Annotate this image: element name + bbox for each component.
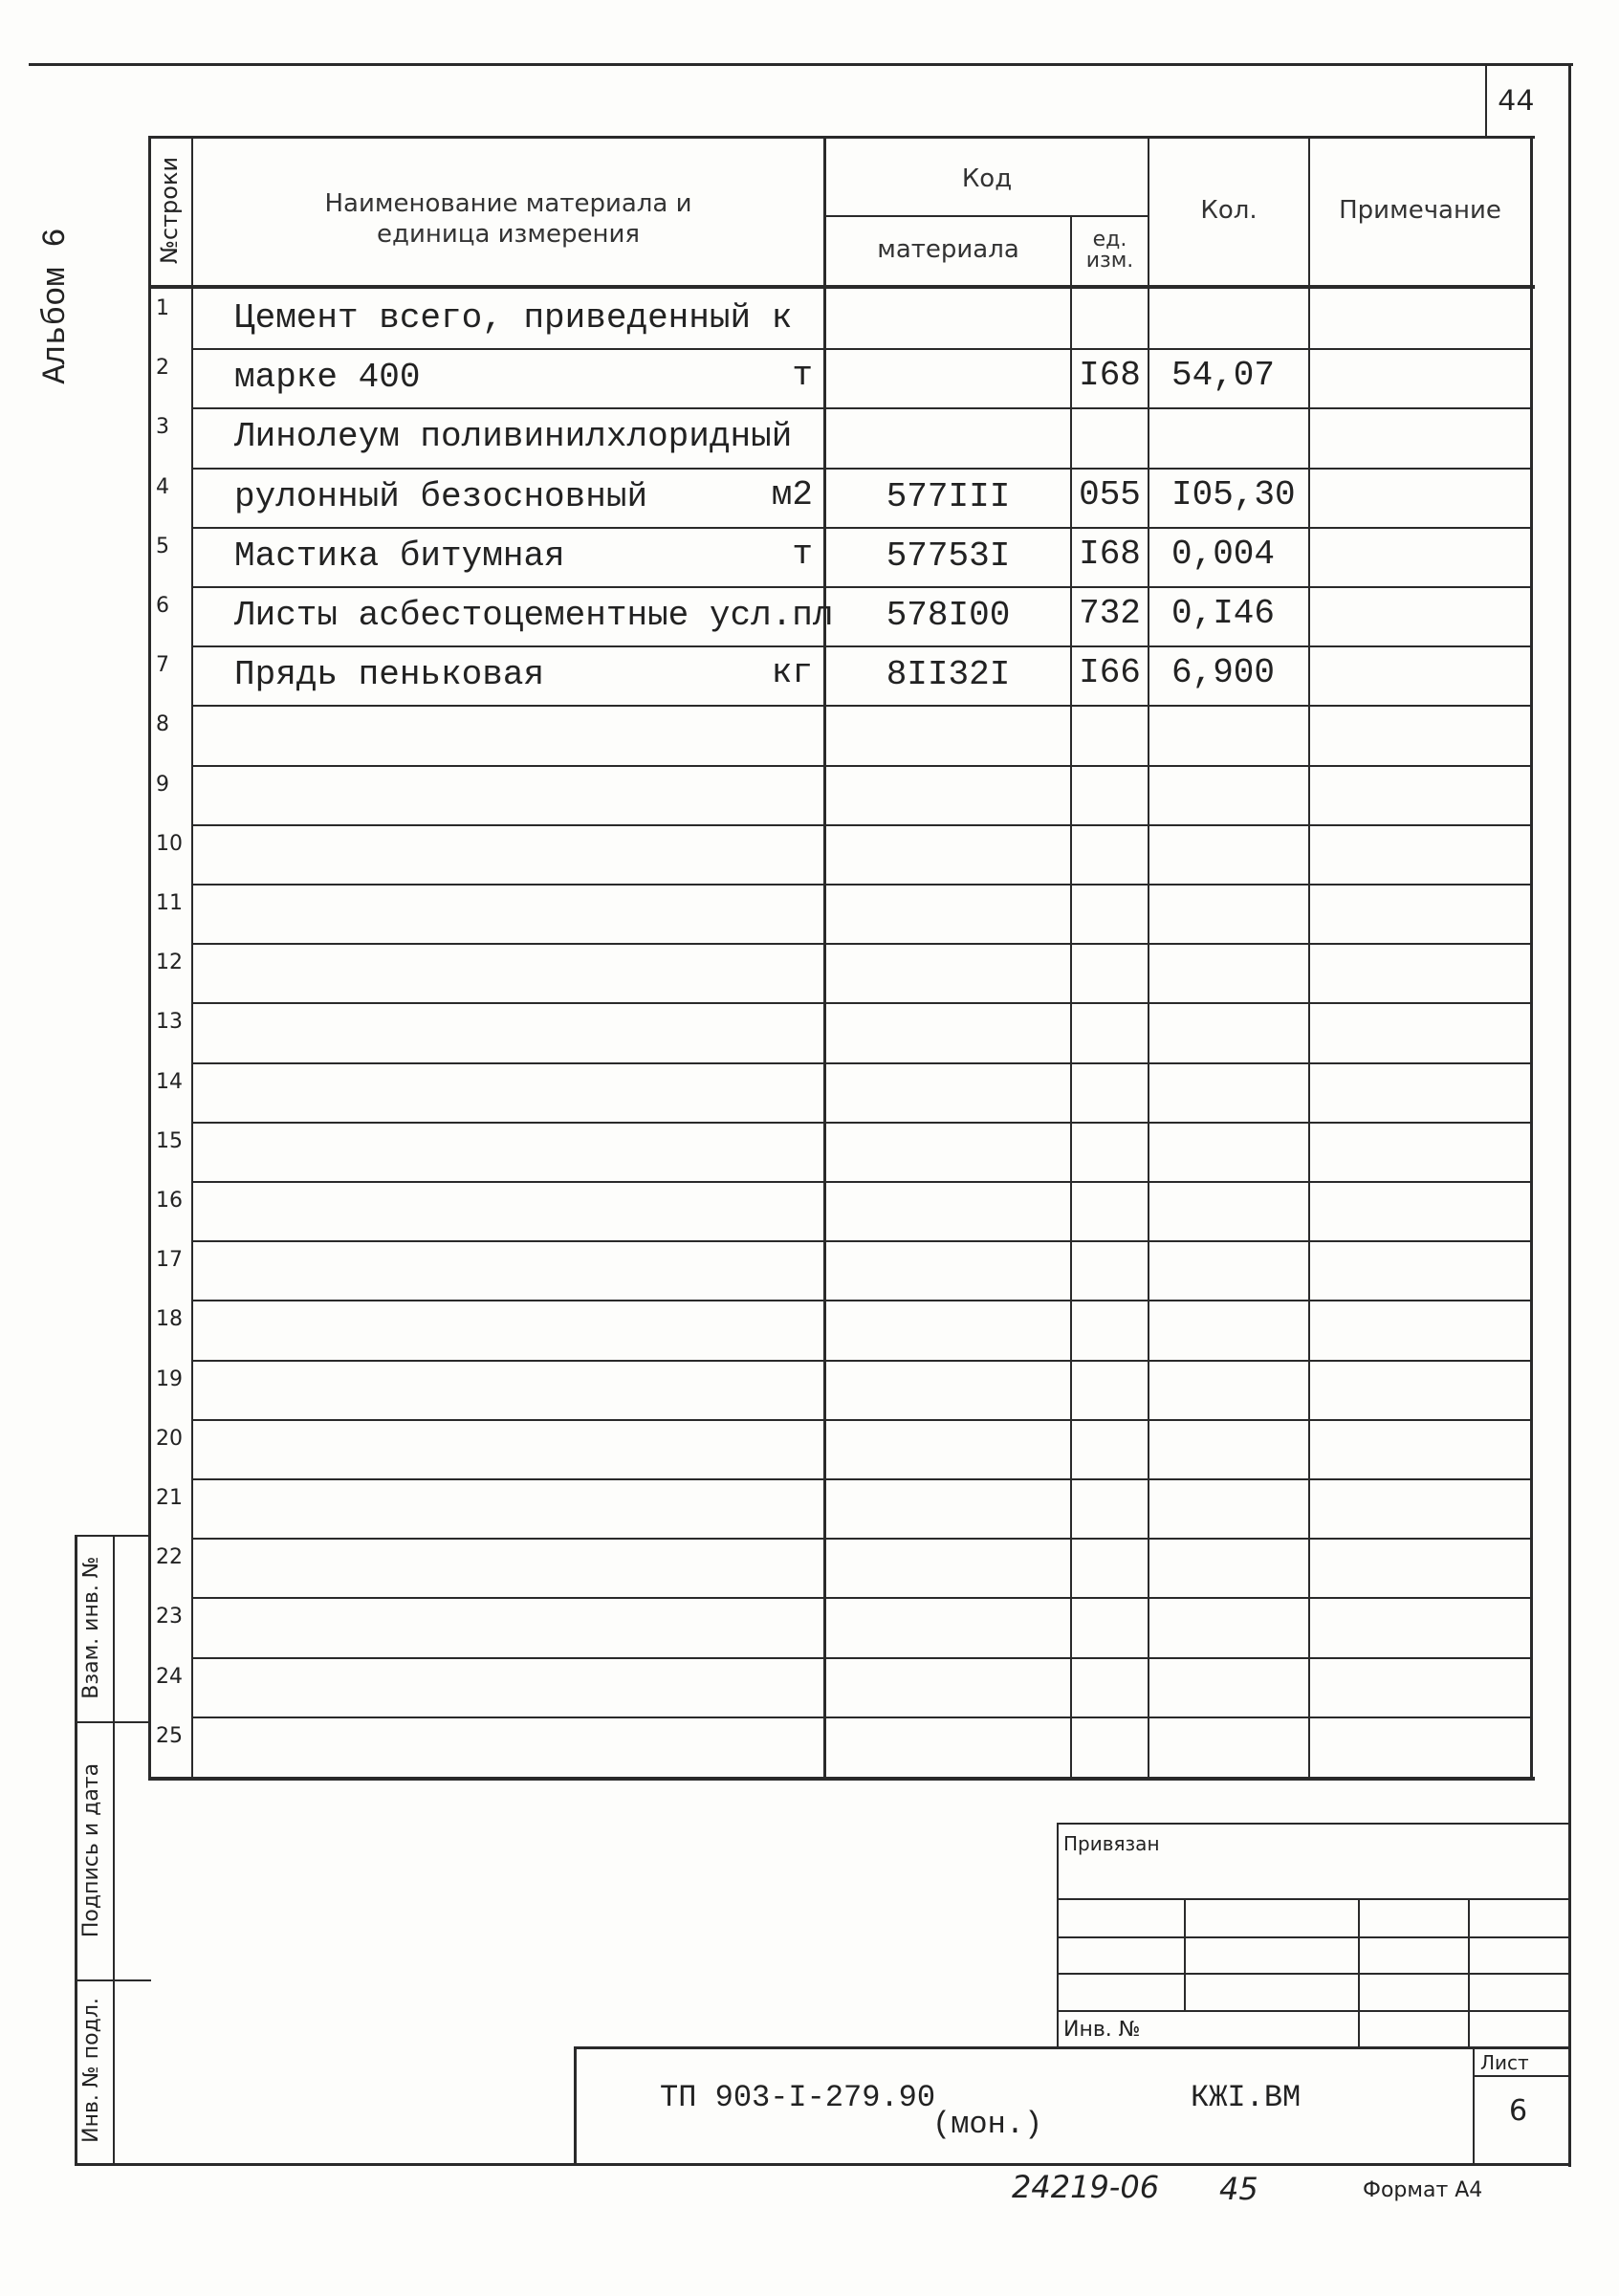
- row-separator: [191, 1360, 1532, 1362]
- row-separator: [191, 884, 1532, 886]
- row-number: 4: [156, 475, 169, 499]
- header-code-material: материала: [877, 235, 1019, 264]
- row-number: 23: [156, 1605, 183, 1629]
- code-subheader-line: [823, 215, 1149, 217]
- stamp-left: [75, 1535, 77, 2166]
- rownum-divider: [191, 136, 193, 1781]
- row-separator: [191, 527, 1532, 529]
- row-separator: [191, 1122, 1532, 1124]
- table-bottom: [148, 1777, 1535, 1781]
- material-name: Прядь пеньковая: [234, 655, 545, 694]
- row-separator: [191, 348, 1532, 350]
- stamp-inv-podl: Инв. № подл.: [79, 1998, 103, 2143]
- row-number: 24: [156, 1665, 183, 1689]
- material-name: Линолеум поливинилхлоридный: [234, 417, 793, 456]
- unit-code: 732: [1079, 594, 1141, 633]
- doc-sub: (мон.): [932, 2107, 1043, 2142]
- row-number: 13: [156, 1010, 183, 1034]
- doc-code: ТП 903-I-279.90: [660, 2080, 936, 2115]
- unit-code: I68: [1079, 356, 1141, 395]
- material-unit: т: [792, 535, 813, 574]
- row-separator: [191, 1657, 1532, 1659]
- stamp-vzam: Взам. инв. №: [79, 1556, 103, 1699]
- row-number: 7: [156, 653, 169, 677]
- privyazan-label: Привязан: [1063, 1832, 1160, 1855]
- material-name: Цемент всего, приведенный к: [234, 298, 793, 338]
- priv-col3: [1468, 1898, 1470, 2048]
- row-number: 5: [156, 535, 169, 558]
- priv-line3: [1057, 1973, 1571, 1975]
- header-code-unit: ед. изм.: [1085, 228, 1134, 273]
- header-name: Наименование материала и единица измерения: [324, 189, 692, 249]
- row-separator: [191, 645, 1532, 647]
- row-number: 19: [156, 1367, 183, 1391]
- row-separator: [191, 407, 1532, 409]
- row-separator: [191, 705, 1532, 707]
- table-right: [1530, 136, 1533, 1781]
- row-separator: [191, 1478, 1532, 1480]
- unit-divider: [1148, 136, 1149, 1781]
- sheet-divider: [1473, 2046, 1475, 2166]
- row-separator: [191, 943, 1532, 945]
- row-number: 15: [156, 1129, 183, 1153]
- table-top: [148, 136, 1535, 139]
- priv-col2: [1358, 1898, 1360, 2048]
- name-divider: [823, 136, 826, 1781]
- row-separator: [191, 1300, 1532, 1301]
- stamp-div1: [75, 1721, 151, 1723]
- material-name: Мастика битумная: [234, 536, 565, 576]
- material-unit: кг: [771, 653, 813, 692]
- header-note: Примечание: [1339, 196, 1501, 225]
- row-number: 18: [156, 1307, 183, 1331]
- row-number: 9: [156, 773, 169, 797]
- row-separator: [191, 1002, 1532, 1004]
- title-block-top: [574, 2046, 1571, 2049]
- header-qty: Кол.: [1200, 196, 1258, 225]
- row-number: 8: [156, 712, 169, 736]
- row-separator: [191, 824, 1532, 826]
- row-separator: [191, 586, 1532, 588]
- top-rule: [29, 63, 1573, 66]
- page-number-box-left: [1485, 63, 1487, 136]
- header-row-number: №строки: [156, 156, 183, 265]
- priv-col1: [1184, 1898, 1186, 2011]
- row-number: 2: [156, 356, 169, 380]
- material-code: 578I00: [886, 596, 1011, 635]
- priv-left: [1057, 1823, 1059, 2048]
- material-unit: т: [792, 356, 813, 395]
- unit-code: 055: [1079, 475, 1141, 514]
- row-number: 14: [156, 1070, 183, 1094]
- row-separator: [191, 1181, 1532, 1183]
- format-label: Формат А4: [1363, 2178, 1483, 2202]
- quantity: 0,I46: [1171, 594, 1276, 633]
- code-divider: [1070, 215, 1072, 1781]
- right-rule: [1568, 63, 1571, 2167]
- material-code: 577III: [886, 477, 1011, 516]
- row-number: 20: [156, 1427, 183, 1451]
- priv-line2: [1057, 1936, 1571, 1938]
- priv-top: [1057, 1823, 1571, 1825]
- material-code: 8II32I: [886, 655, 1011, 694]
- row-number: 16: [156, 1189, 183, 1213]
- album-label: Альбом 6: [38, 228, 75, 384]
- priv-line4: [1057, 2010, 1571, 2012]
- sheet-number: 6: [1509, 2094, 1528, 2128]
- row-number: 6: [156, 594, 169, 618]
- bottom-rule: [75, 2163, 1571, 2166]
- row-number: 1: [156, 296, 169, 320]
- qty-divider: [1308, 136, 1310, 1781]
- row-separator: [191, 765, 1532, 767]
- unit-code: I68: [1079, 535, 1141, 574]
- material-unit: м2: [771, 475, 813, 514]
- inv-no-label: Инв. №: [1063, 2018, 1141, 2042]
- order-sheet: 45: [1219, 2171, 1258, 2207]
- table-left: [148, 136, 151, 1781]
- row-number: 25: [156, 1724, 183, 1748]
- priv-line1: [1057, 1898, 1571, 1900]
- row-separator: [191, 1717, 1532, 1718]
- row-number: 21: [156, 1486, 183, 1510]
- row-number: 11: [156, 891, 183, 915]
- material-name: рулонный безосновный: [234, 477, 648, 516]
- quantity: 54,07: [1171, 356, 1276, 395]
- sheet-label-line: [1473, 2075, 1571, 2077]
- doc-mark: КЖI.ВМ: [1191, 2080, 1302, 2115]
- sheet-label: Лист: [1480, 2051, 1529, 2074]
- stamp-inner: [113, 1535, 115, 2166]
- row-number: 22: [156, 1545, 183, 1569]
- quantity: 6,900: [1171, 653, 1276, 692]
- unit-code: I66: [1079, 653, 1141, 692]
- page-number: 44: [1498, 84, 1535, 120]
- row-separator: [191, 1419, 1532, 1421]
- quantity: I05,30: [1171, 475, 1296, 514]
- stamp-podpis: Подпись и дата: [79, 1762, 103, 1938]
- header-bottom: [148, 285, 1535, 289]
- title-block-left: [574, 2046, 577, 2166]
- row-number: 17: [156, 1248, 183, 1272]
- row-separator: [191, 1538, 1532, 1540]
- row-separator: [191, 1240, 1532, 1242]
- material-name: марке 400: [234, 358, 421, 397]
- row-separator: [191, 468, 1532, 470]
- material-code: 57753I: [886, 536, 1011, 576]
- row-separator: [191, 1062, 1532, 1064]
- row-number: 10: [156, 832, 183, 856]
- header-code: Код: [961, 164, 1013, 193]
- quantity: 0,004: [1171, 535, 1276, 574]
- row-number: 12: [156, 951, 183, 974]
- row-number: 3: [156, 415, 169, 439]
- material-name: Листы асбестоцементные усл.пл: [234, 596, 834, 635]
- order-number: 24219-06: [1012, 2169, 1160, 2205]
- row-separator: [191, 1597, 1532, 1599]
